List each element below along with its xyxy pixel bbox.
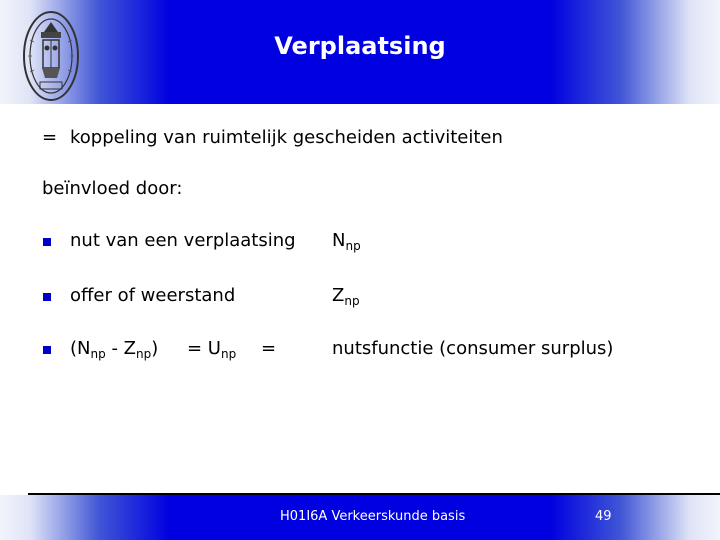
slide-number: 49 [595,509,612,524]
symbol-base: N [332,230,346,251]
formula-close: ) [151,338,159,359]
formula-sub-z: np [136,347,152,361]
item-cost-symbol [332,285,360,306]
item-cost-text: offer of weerstand [70,285,236,306]
symbol-subscript: np [344,294,360,308]
definition-line [42,127,503,148]
square-bullet-icon [43,293,51,301]
formula-sub-n: np [90,347,106,361]
item-utility-text: nut van een verplaatsing [70,230,296,251]
symbol-subscript: np [345,239,361,253]
slide-title: Verplaatsing [274,32,446,60]
formula-equals: = [261,338,277,359]
footer-divider [28,493,720,495]
item-utility-symbol [332,230,361,251]
formula-sub-u: np [220,347,237,361]
item-result-text: nutsfunctie (consumer surplus) [332,338,614,359]
definition-equals: = [42,127,58,148]
square-bullet-icon [43,346,51,354]
square-bullet-icon [43,238,51,246]
definition-text: koppeling van ruimtelijk gescheiden activiteiten [70,127,503,148]
footer-course-title: H01I6A Verkeerskunde basis [280,509,466,524]
formula-open: (N [70,338,91,359]
formula-u: = U [187,338,221,359]
symbol-base: Z [332,285,345,306]
formula-minus: - Z [105,338,137,359]
influence-label: beïnvloed door: [42,178,183,199]
formula-equals-u [187,338,236,359]
item-formula [70,338,158,359]
